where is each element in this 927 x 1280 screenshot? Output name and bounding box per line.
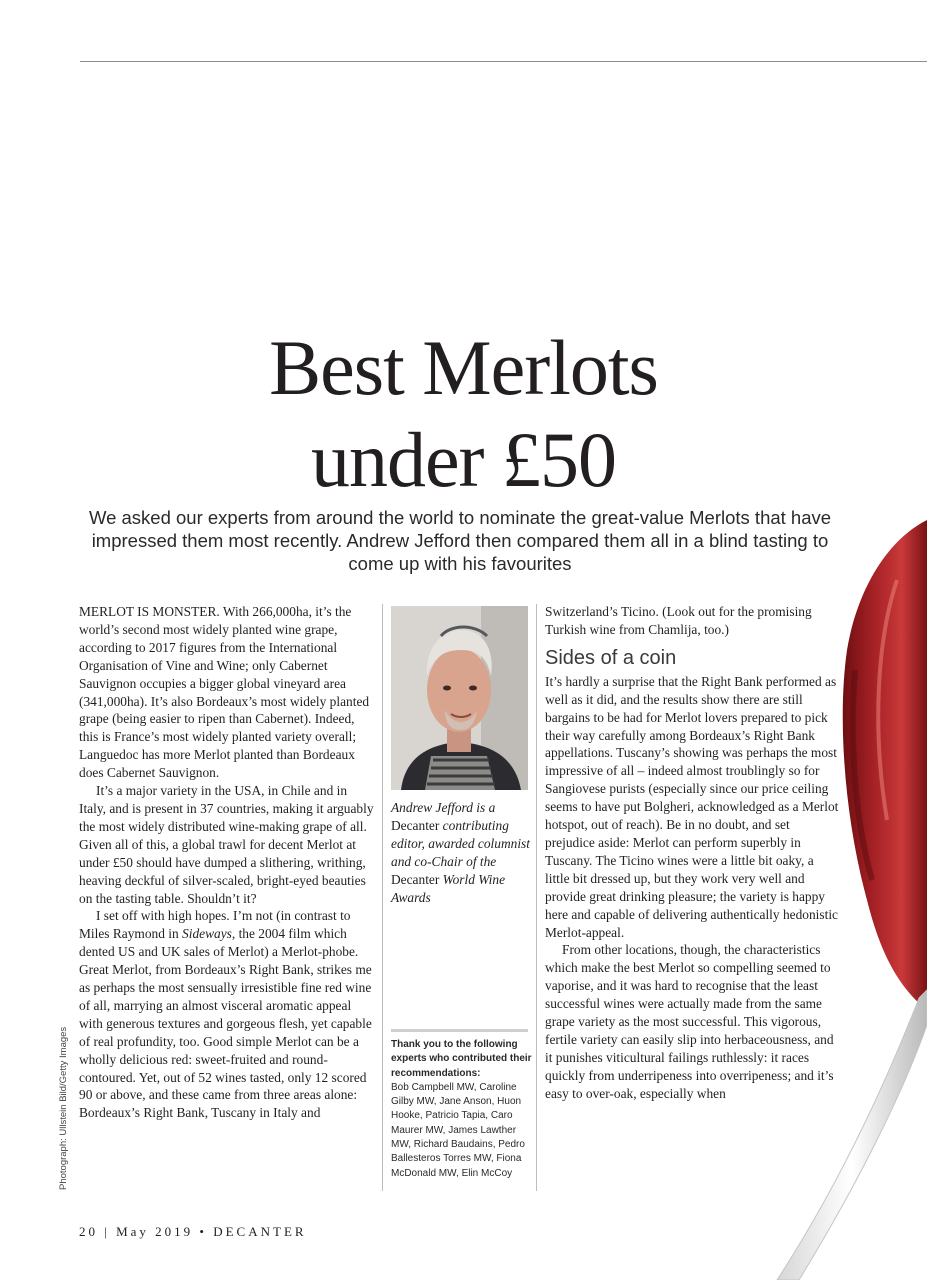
body-paragraph: From other locations, though, the characteristics which make the best Merlot so compelling seemed to vaporise, and it was hard to recognise that the least successful wines were actually made from the same grape variety as the most successful. This vigorous, fertile variety can easily slip into herbaceousness, and it punishes viticultural failings ruthlessly: it races quickly from underripeness into overripeness; and it’s easy to over-oak, especially when bbox=[545, 942, 834, 1101]
thanks-heading: Thank you to the following experts who contributed their recommendations: bbox=[391, 1039, 532, 1079]
text-run: I set off with high hopes. I’m not (in contrast to Miles Raymond in bbox=[79, 908, 351, 942]
thanks-box bbox=[391, 1038, 533, 1181]
standfirst: We asked our experts from around the world to nominate the great-value Merlots that have impressed them most recently. Andrew Jefford then compared them all in a blind tasting to come up with his favourites bbox=[88, 507, 832, 574]
caption-magazine: Decanter bbox=[391, 871, 440, 887]
body-paragraph: It’s a major variety in the USA, in Chile and in Italy, and is present in 37 countries, making it arguably the most widely distributed wine-making grape of all. Given all of this, a global trawl for decent Merlot at under £50 should have dumped a slithering, writhing, heaving deckful of silver-scaled, bright-eyed beauties on the tasting table. Shouldn’t it? bbox=[79, 783, 374, 906]
column-divider bbox=[536, 604, 537, 1191]
body-paragraph: MERLOT IS MONSTER. With 266,000ha, it’s the world’s second most widely planted wine grape, according to 2017 figures from the International Organisation of Vine and Wine; only Cabernet Sauvignon occupies a bigger global vineyard area (341,000ha). It’s also Bordeaux’s most widely planted grape (being easier to ripen than Cabernet). Indeed, this is France’s most widely planted variety overall; Languedoc has more Merlot planted than Bordeaux does Cabernet Sauvignon. bbox=[79, 604, 370, 781]
thanks-names: Bob Campbell MW, Caroline Gilby MW, Jane Anson, Huon Hooke, Patricio Tapia, Caro Maurer MW, James Lawther MW, Richard Baudains, Pedro Ballesteros Torres MW, Fiona McDonald MW, Elin McCoy bbox=[391, 1081, 525, 1179]
body-paragraph bbox=[79, 907, 375, 1122]
caption-magazine: Decanter bbox=[391, 817, 440, 833]
portrait-photo bbox=[391, 606, 528, 790]
top-rule bbox=[80, 61, 927, 62]
caption-name: Andrew Jefford is a bbox=[391, 800, 496, 815]
caption-text bbox=[391, 799, 531, 906]
headline-line-1: Best Merlots bbox=[269, 324, 658, 411]
text-run: , the 2004 film which dented US and UK sales of Merlot) a Merlot-phobe. Great Merlot, from Bordeaux’s Right Bank, strikes me as perhaps the most sensually irresistible fine red wine of all, marrying an almost visceral aromatic appeal with generous textures and gorgeous flesh, yet capable of real profundity, too. Good simple Merlot can be a wholly delicious red: sweet-fruited and round-contoured. Yet, out of 52 wines tasted, only 12 scored 90 or above, and these came from three areas alone: Bordeaux’s Right Bank, Tuscany in Italy and bbox=[79, 926, 372, 1121]
body-paragraph: Switzerland’s Ticino. (Look out for the promising Turkish wine from Chamlija, too.) bbox=[545, 604, 812, 637]
column-3 bbox=[545, 603, 840, 1103]
column-1 bbox=[79, 603, 375, 1122]
thanks-rule bbox=[391, 1029, 528, 1032]
caption-role: contributing editor, awarded columnist and co-Chair of the bbox=[391, 817, 530, 869]
photo-credit: Photograph: Ullstein Bild/Getty Images bbox=[58, 1026, 69, 1190]
portrait-caption bbox=[391, 799, 531, 906]
body-paragraph: It’s hardly a surprise that the Right Bank performed as well as it did, and the results show there are still bargains to be had for Merlot lovers prepared to pick their way carefully among Bordeaux’s Right Bank appellations. Tuscany’s showing was perhaps the most impressive of all – indeed almost troublingly so for Sangiovese purists (especially since our price ceiling seems to have put Bolgheri, acknowledged as a Merlot hotspot, out of reach). Be in no doubt, and set prejudice aside: Merlot can perform superbly in Tuscany. The Ticino wines were a little bit oaky, a little bit dressed up, but they work very well and provide great drinking pleasure; the variety is happy here and capable of delivering authentically hedonistic Merlot-appeal. bbox=[545, 673, 839, 940]
headline-line-2: under £50 bbox=[310, 416, 617, 503]
section-subhead: Sides of a coin bbox=[545, 646, 677, 669]
film-title: Sideways bbox=[182, 926, 232, 942]
page-folio: 20 | May 2019 • DECANTER bbox=[79, 1224, 307, 1239]
headline bbox=[0, 322, 927, 506]
column-divider bbox=[382, 604, 383, 1191]
caption-role: World Wine Awards bbox=[391, 871, 506, 905]
